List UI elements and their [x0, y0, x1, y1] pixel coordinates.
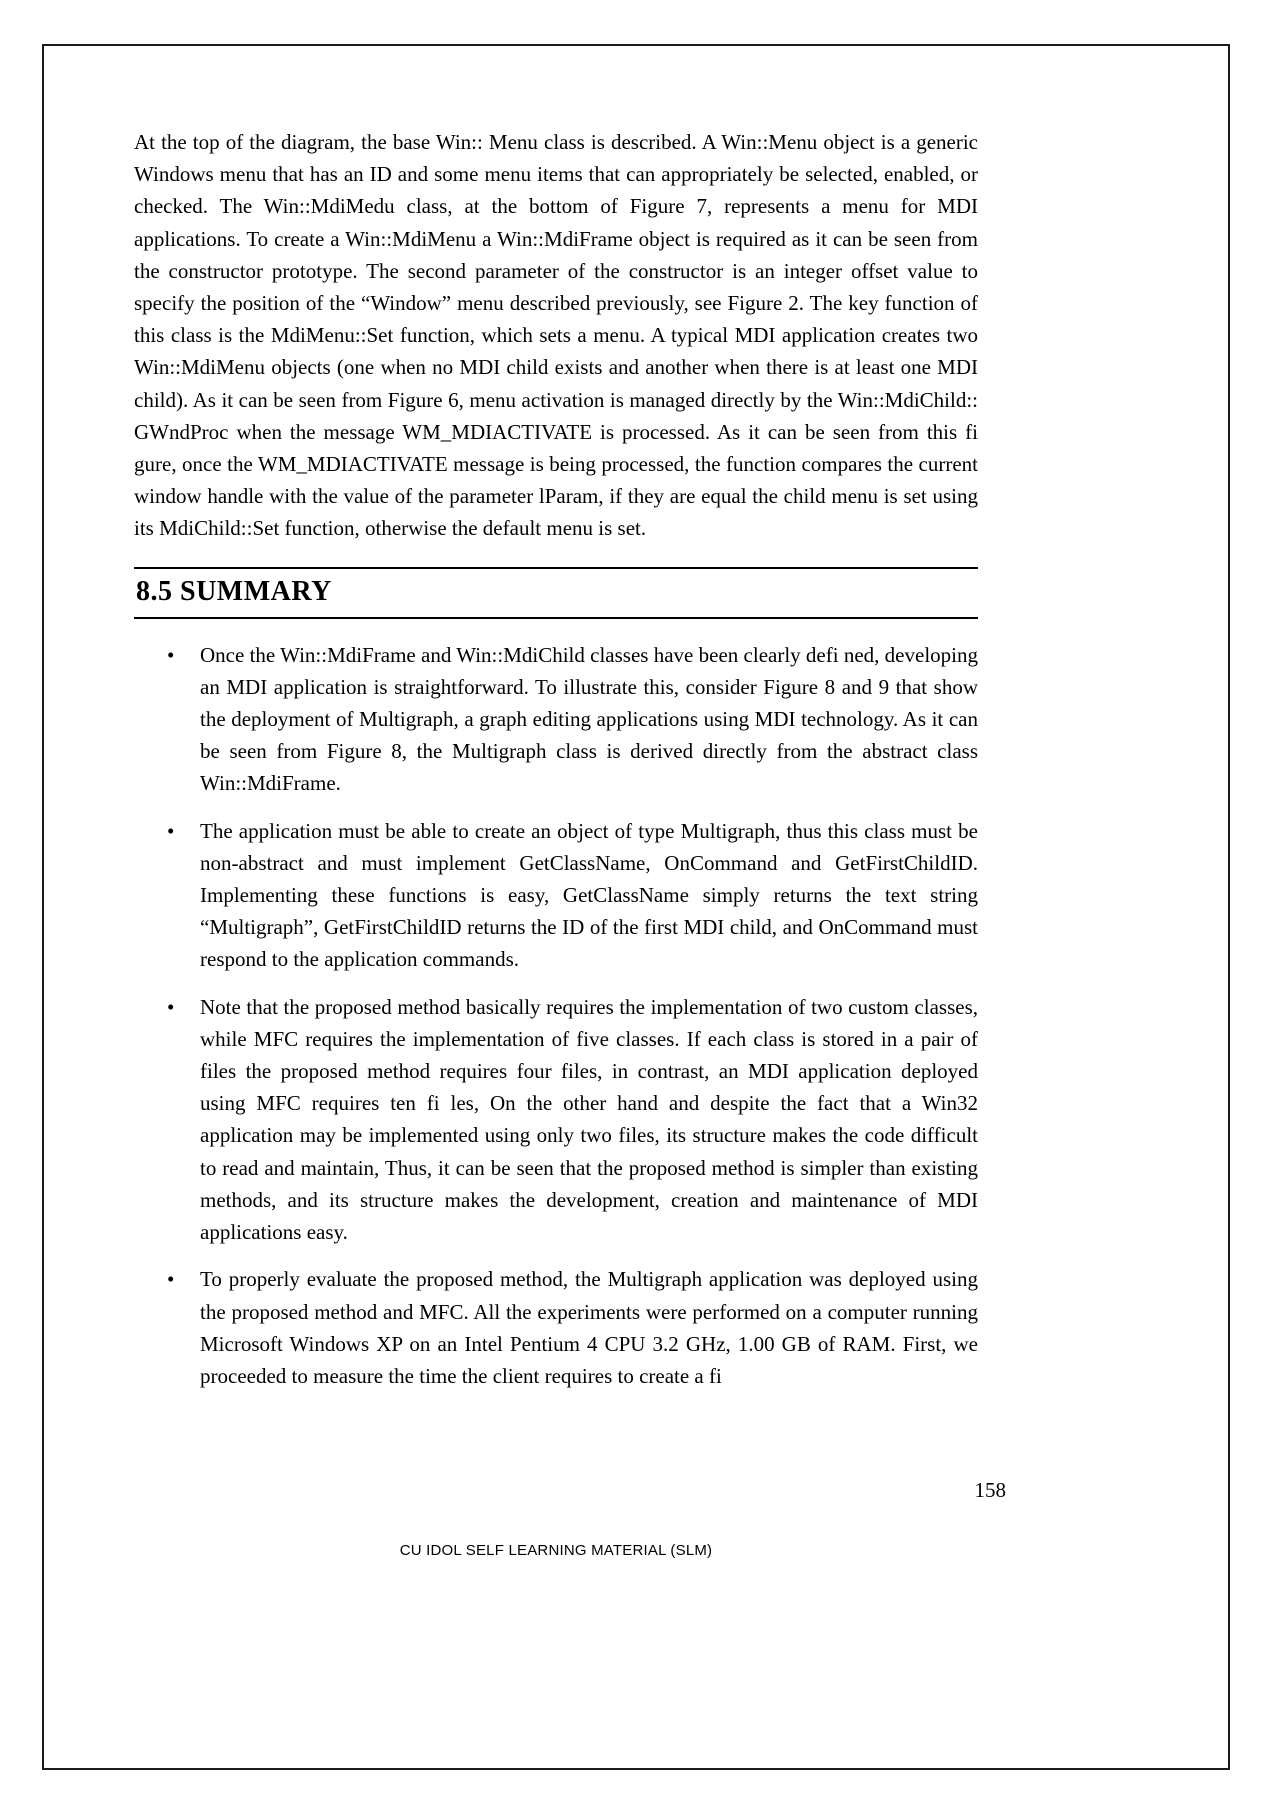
bullet-marker: •	[167, 994, 175, 1019]
intro-paragraph: At the top of the diagram, the base Win:: Menu class is described. A Win::Menu object is a generic Windows menu that has an ID and some menu items that can appropriately be selected, enabled, or checked. The Win::MdiMedu class, at the bottom of Figure 7, represents a menu for MDI applications. To create a Win::MdiMenu a Win::MdiFrame object is required as it can be seen from the constructor prototype. The second parameter of the constructor is an integer offset value to specify the position of the “Window” menu described previously, see Figure 2. The key function of this class is the MdiMenu::Set function, which sets a menu. A typical MDI application creates two Win::MdiMenu objects (one when no MDI child exists and another when there is at least one MDI child). As it can be seen from Figure 6, menu activation is managed directly by the Win::MdiChild:: GWndProc when the message WM_MDIACTIVATE is processed. As it can be seen from this fi gure, once the WM_MDIACTIVATE message is being processed, the function compares the current window handle with the value of the parameter lParam, if they are equal the child menu is set using its MdiChild::Set function, otherwise the default menu is set.	[134, 130, 978, 541]
bullet-marker: •	[167, 818, 175, 843]
bullet-item	[134, 991, 978, 1249]
page-content	[134, 126, 978, 1407]
bullet-item	[134, 815, 978, 976]
summary-bullet-list	[134, 639, 978, 1392]
bullet-item	[134, 639, 978, 800]
bullet-item	[134, 1263, 978, 1392]
section-heading: 8.5 SUMMARY	[134, 567, 978, 619]
footer-text: CU IDOL SELF LEARNING MATERIAL (SLM)	[399, 1542, 713, 1559]
page-number: 158	[974, 1478, 1006, 1502]
bullet-marker: •	[167, 642, 175, 667]
bullet-text: The application must be able to create an object of type Multigraph, thus this class must be non-abstract and must implement GetClassName, OnCommand and GetFirstChildID. Implementing these functions is easy, GetClassName simply returns the text string “Multigraph”, GetFirstChildID returns the ID of the first MDI child, and OnCommand must respond to the application commands.	[200, 818, 978, 972]
bullet-text: Note that the proposed method basically requires the implementation of two custom classes, while MFC requires the implementation of five classes. If each class is stored in a pair of files the proposed method requires four files, in contrast, an MDI application deployed using MFC requires ten fi les, On the other hand and despite the fact that a Win32 application may be implemented using only two files, its structure makes the code difficult to read and maintain, Thus, it can be seen that the proposed method is simpler than existing methods, and its structure makes the development, creation and maintenance of MDI applications easy.	[200, 994, 978, 1245]
bullet-text: Once the Win::MdiFrame and Win::MdiChild classes have been clearly defi ned, developing an MDI application is straightforward. To illustrate this, consider Figure 8 and 9 that show the deployment of Multigraph, a graph editing applications using MDI technology. As it can be seen from Figure 8, the Multigraph class is derived directly from the abstract class Win::MdiFrame.	[200, 642, 978, 796]
bullet-marker: •	[167, 1267, 175, 1292]
bullet-text: To properly evaluate the proposed method, the Multigraph application was deployed using the proposed method and MFC. All the experiments were performed on a computer running Microsoft Windows XP on an Intel Pentium 4 CPU 3.2 GHz, 1.00 GB of RAM. First, we proceeded to measure the time the client requires to create a fi	[200, 1267, 978, 1388]
